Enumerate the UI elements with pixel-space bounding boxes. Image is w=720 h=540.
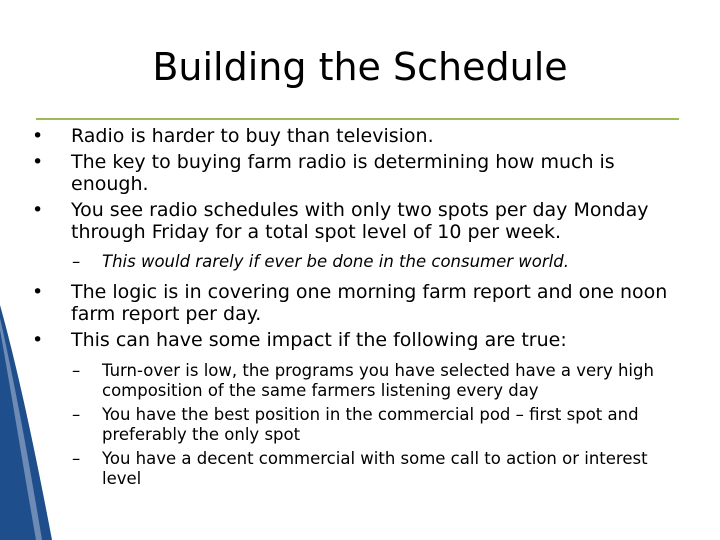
sub-bullet-item [32, 252, 692, 272]
dash-glyph: – [72, 405, 81, 424]
bullet-glyph: • [32, 281, 44, 303]
bullet-list [32, 125, 692, 489]
sub-bullet-item [32, 449, 692, 489]
bullet-item [32, 199, 692, 243]
sub-bullet-text: Turn-over is low, the programs you have selected have a very high composition of the same farmers listening every day [102, 361, 654, 400]
bullet-glyph: • [32, 125, 44, 147]
dash-glyph: – [72, 361, 81, 380]
bullet-item [32, 125, 692, 147]
bullet-glyph: • [32, 199, 44, 221]
bullet-text: Radio is harder to buy than television. [71, 125, 434, 147]
slide-title: Building the Schedule [152, 45, 568, 89]
bullet-glyph: • [32, 329, 44, 351]
sub-bullet-text: You have the best position in the commercial pod – first spot and preferably the only spot [102, 405, 639, 444]
dash-glyph: – [72, 449, 81, 468]
bullet-glyph: • [32, 151, 44, 173]
bullet-text: The key to buying farm radio is determining how much is enough. [71, 151, 615, 195]
bullet-item [32, 281, 692, 325]
dash-glyph: – [72, 252, 81, 271]
sub-bullet-item [32, 405, 692, 445]
bullet-text: The logic is in covering one morning farm report and one noon farm report per day. [71, 281, 668, 325]
bullet-item [32, 329, 692, 351]
bullet-item [32, 151, 692, 195]
sub-bullet-text: You have a decent commercial with some call to action or interest level [102, 449, 648, 488]
bullet-text: This can have some impact if the following are true: [71, 329, 567, 351]
title-divider [36, 118, 679, 120]
bullet-text: You see radio schedules with only two spots per day Monday through Friday for a total spot level of 10 per week. [71, 199, 649, 243]
sub-bullet-item [32, 361, 692, 401]
sub-bullet-text: This would rarely if ever be done in the consumer world. [102, 252, 569, 271]
